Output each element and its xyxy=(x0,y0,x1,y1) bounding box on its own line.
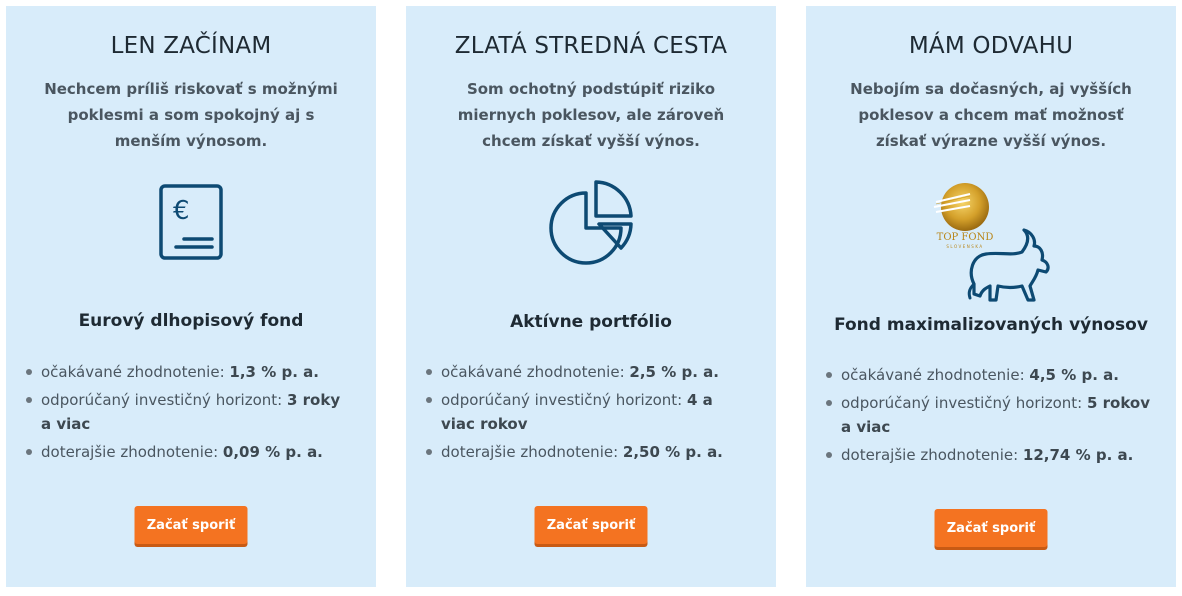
euro-document-icon xyxy=(158,183,224,265)
card-title: MÁM ODVAHU xyxy=(908,33,1074,59)
start-saving-button[interactable]: Začať sporiť xyxy=(935,509,1048,547)
fund-name: Eurový dlhopisový fond xyxy=(78,311,304,331)
spec-expected-return: očakávané zhodnotenie: 1,3 % p. a. xyxy=(26,360,350,384)
spec-past-return: doterajšie zhodnotenie: 2,50 % p. a. xyxy=(426,440,750,464)
card-title: ZLATÁ STREDNÁ CESTA xyxy=(454,33,728,59)
fund-card-conservative xyxy=(6,6,376,587)
fund-card-balanced xyxy=(406,6,776,587)
fund-specs-list xyxy=(26,360,350,468)
start-saving-button[interactable]: Začať sporiť xyxy=(135,506,248,544)
fund-name: Aktívne portfólio xyxy=(510,312,672,332)
fund-specs-list xyxy=(826,363,1150,471)
spec-horizon: odporúčaný investičný horizont: 3 roky a viac xyxy=(26,388,350,436)
spec-expected-return: očakávané zhodnotenie: 2,5 % p. a. xyxy=(426,360,750,384)
spec-past-return: doterajšie zhodnotenie: 12,74 % p. a. xyxy=(826,443,1150,467)
svg-text:€: € xyxy=(173,196,190,226)
start-saving-button[interactable]: Začať sporiť xyxy=(535,506,648,544)
pie-chart-icon xyxy=(545,180,637,274)
fund-specs-list xyxy=(426,360,750,468)
card-description: Nechcem príliš riskovať s možnými poklesmi a som spokojný aj s menším výnosom. xyxy=(44,80,338,150)
spec-horizon: odporúčaný investičný horizont: 5 rokov a viac xyxy=(826,391,1150,439)
card-description: Nebojím sa dočasných, aj vyšších poklesov a chcem mať možnosť získať výrazne vyšší výnos. xyxy=(850,80,1132,150)
badge-title: TOP FOND xyxy=(936,232,994,243)
spec-horizon: odporúčaný investičný horizont: 4 a viac rokov xyxy=(426,388,750,436)
card-title: LEN ZAČÍNAM xyxy=(110,33,272,59)
spec-past-return: doterajšie zhodnotenie: 0,09 % p. a. xyxy=(26,440,350,464)
bull-icon xyxy=(966,226,1052,312)
badge-subtitle: SLOVENSKA xyxy=(946,244,984,249)
spec-expected-return: očakávané zhodnotenie: 4,5 % p. a. xyxy=(826,363,1150,387)
fund-card-aggressive xyxy=(806,6,1176,587)
fund-name: Fond maximalizovaných výnosov xyxy=(834,315,1148,335)
card-description: Som ochotný podstúpiť riziko miernych poklesov, ale zároveň chcem získať vyšší výnos. xyxy=(457,80,725,150)
